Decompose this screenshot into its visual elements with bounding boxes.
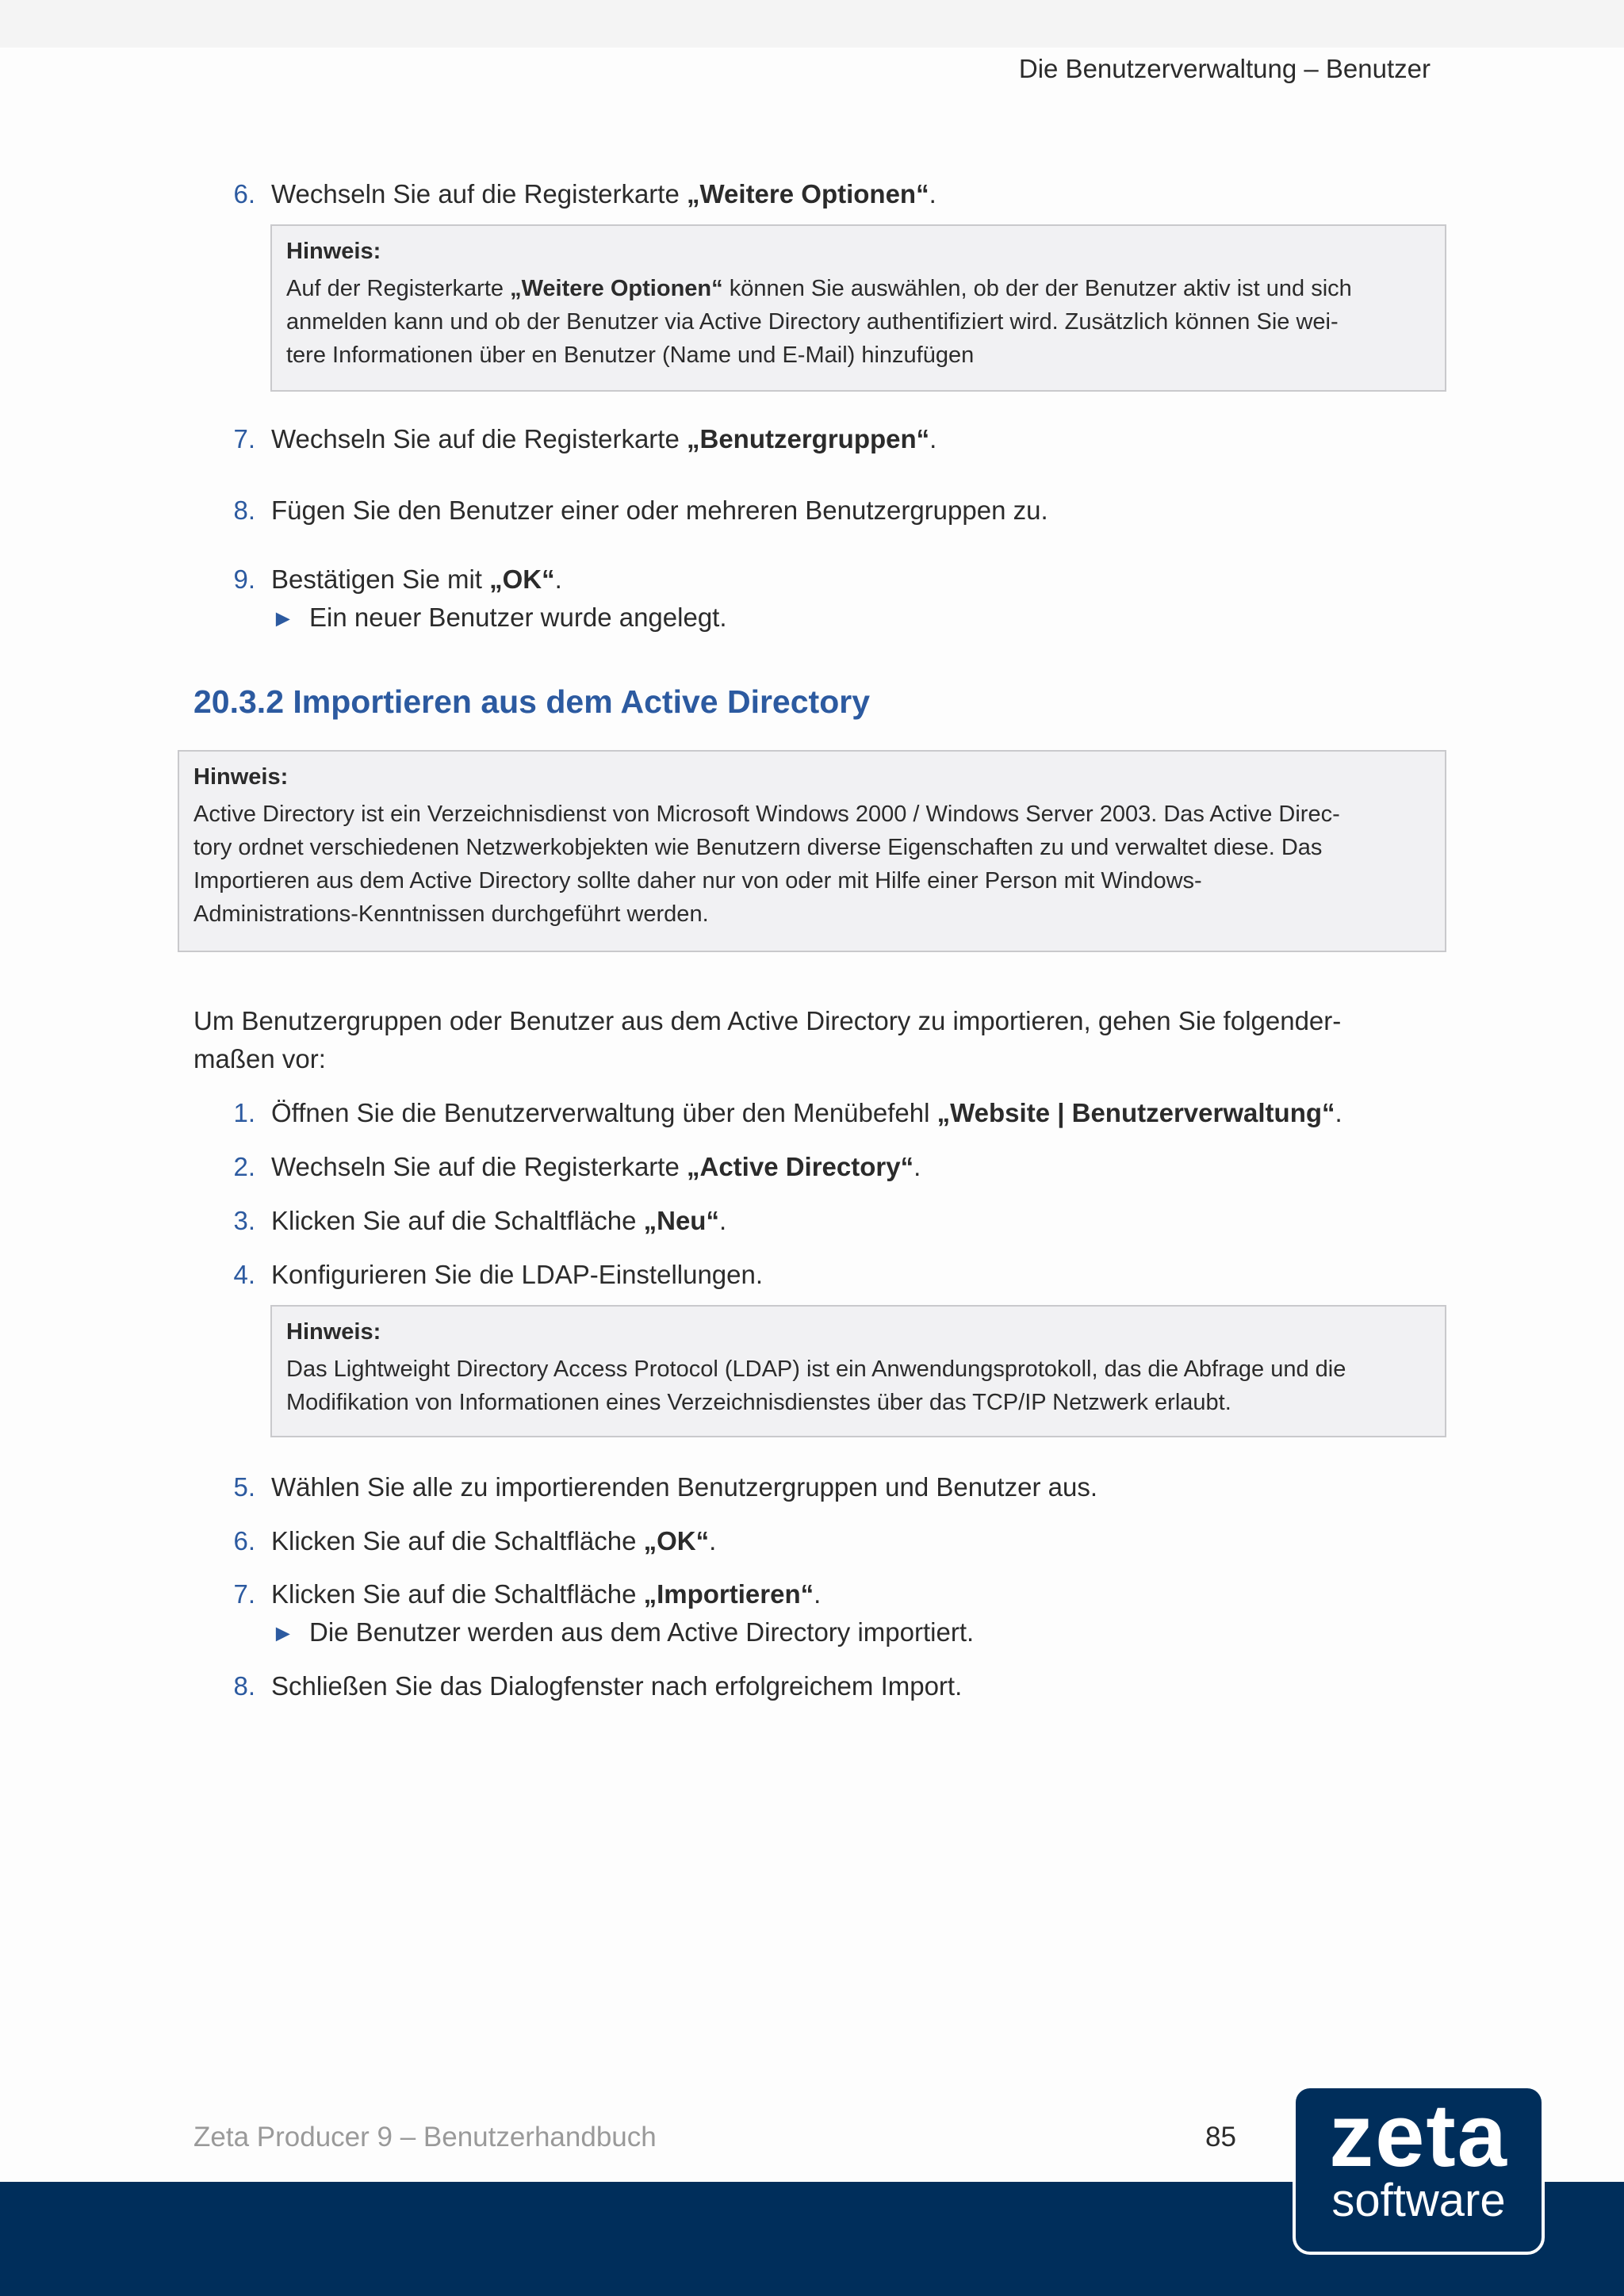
list-item: 1. Öffnen Sie die Benutzerverwaltung über den Menübefehl „Website | Benutzerverwaltung“. — [193, 1094, 1342, 1132]
step-number: 7. — [233, 1579, 255, 1609]
list-item: 6. Wechseln Sie auf die Registerkarte „Weitere Optionen“. — [193, 175, 936, 213]
step-number: 7. — [233, 424, 255, 453]
logo-word-software: software — [1331, 2175, 1506, 2226]
step-number: 6. — [233, 179, 255, 209]
list-item: 3. Klicken Sie auf die Schaltfläche „Neu“. — [193, 1202, 726, 1240]
list-item: 7. Wechseln Sie auf die Registerkarte „Benutzergruppen“. — [193, 420, 936, 458]
step-number: 8. — [233, 1671, 255, 1701]
list-item: 8. Schließen Sie das Dialogfenster nach erfolgreichem Import. — [193, 1667, 962, 1705]
step-number: 1. — [233, 1098, 255, 1127]
list-item: 5. Wählen Sie alle zu importierenden Benutzergruppen und Benutzer aus. — [193, 1468, 1097, 1506]
list-item: 2. Wechseln Sie auf die Registerkarte „Active Directory“. — [193, 1148, 921, 1186]
section-heading: 20.3.2 Importieren aus dem Active Directory — [193, 683, 870, 720]
list-item: 7. Klicken Sie auf die Schaltfläche „Importieren“. — [193, 1575, 821, 1613]
result-arrow-icon: ► — [271, 1621, 295, 1647]
step-number: 2. — [233, 1152, 255, 1181]
step-number: 9. — [233, 564, 255, 594]
step-number: 6. — [233, 1526, 255, 1556]
note-title: Hinweis: — [286, 239, 381, 264]
list-item: 6. Klicken Sie auf die Schaltfläche „OK“. — [193, 1522, 716, 1560]
note-box-weitere-optionen: Hinweis: Auf der Registerkarte „Weitere Optionen“ können Sie auswählen, ob der der Benutzer aktiv ist und sich anmelden kann und ob der Benutzer via Active Directory authentifiziert wird. Zusätzlich können Sie wei- tere Informationen über en Benutzer (Name und E-Mail) hinzufügen — [270, 224, 1446, 392]
intro-paragraph: Um Benutzergruppen oder Benutzer aus dem Active Directory zu importieren, gehen Sie folgender- maßen vor: — [193, 1006, 1342, 1073]
note-title: Hinweis: — [286, 1319, 381, 1345]
zeta-software-logo — [1293, 2085, 1545, 2255]
list-item: 8. Fügen Sie den Benutzer einer oder mehreren Benutzergruppen zu. — [193, 492, 1048, 530]
note-box-ldap: Hinweis: Das Lightweight Directory Access Protocol (LDAP) ist ein Anwendungsprotokoll, das die Abfrage und die Modifikation von Informationen eines Verzeichnisdienstes über das TCP/IP Netzwerk erlaubt. — [270, 1305, 1446, 1437]
step-result: ► Die Benutzer werden aus dem Active Directory importiert. — [271, 1613, 974, 1653]
list-item: 4. Konfigurieren Sie die LDAP-Einstellungen. — [193, 1256, 763, 1294]
step-number: 5. — [233, 1472, 255, 1502]
page-number: 85 — [1205, 2122, 1236, 2152]
top-margin-bar — [0, 0, 1624, 48]
list-item: 9. Bestätigen Sie mit „OK“. — [193, 561, 562, 599]
step-number: 8. — [233, 496, 255, 525]
footer-title: Zeta Producer 9 – Benutzerhandbuch — [193, 2122, 657, 2152]
logo-word-zeta: zeta — [1329, 2086, 1508, 2185]
step-result: ► Ein neuer Benutzer wurde angelegt. — [271, 599, 727, 638]
step-number: 4. — [233, 1260, 255, 1289]
running-header: Die Benutzerverwaltung – Benutzer — [1018, 54, 1431, 83]
step-number: 3. — [233, 1206, 255, 1235]
note-box-active-directory: Hinweis: Active Directory ist ein Verzeichnisdienst von Microsoft Windows 2000 / Windows Server 2003. Das Active Direc- tory ordnet verschiedenen Netzwerkobjekten wie Benutzern diverse Eigenschaften zu und verwaltet diese. Das Importieren aus dem Active Directory sollte daher nur von oder mit Hilfe einer Person mit Windows- Administrations-Kenntnissen durchgeführt werden. — [178, 750, 1446, 952]
result-arrow-icon: ► — [271, 606, 295, 632]
note-title: Hinweis: — [193, 764, 289, 790]
